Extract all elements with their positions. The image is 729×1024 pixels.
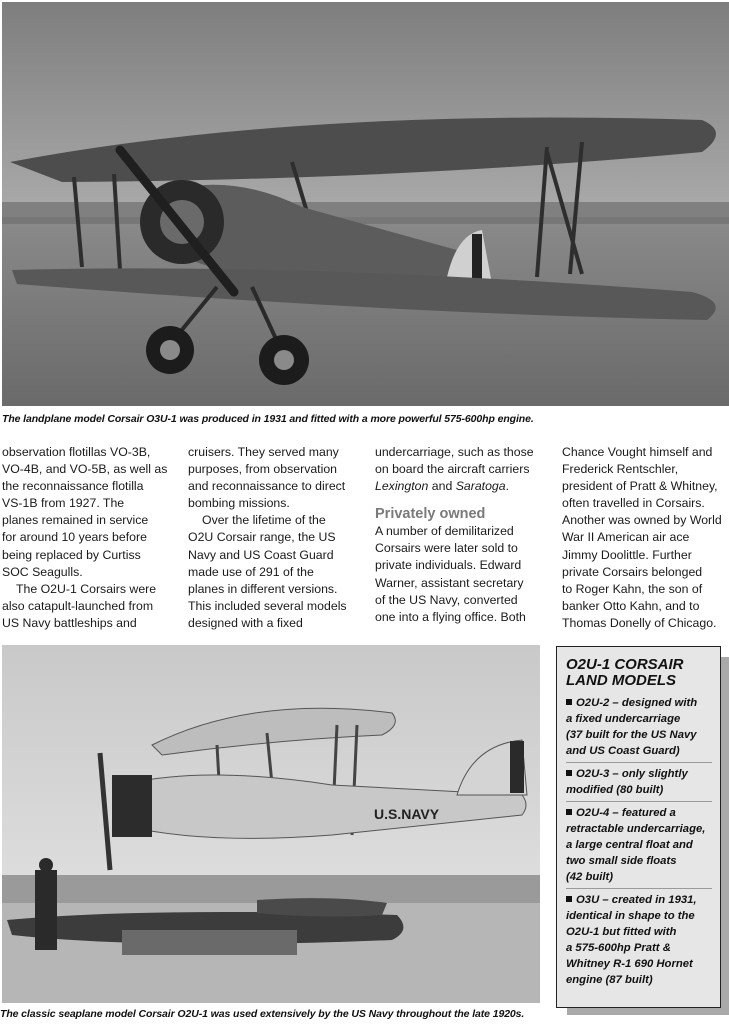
sidebar-item bbox=[566, 695, 712, 763]
column-1-line: being replaced by Curtiss bbox=[2, 547, 141, 562]
bullet-icon bbox=[566, 896, 572, 902]
column-1-line: the reconnaissance flotilla bbox=[2, 479, 144, 494]
column-2-line: purposes, from observation bbox=[188, 462, 338, 477]
column-2-line: designed with a fixed bbox=[188, 615, 303, 630]
bottom-photo bbox=[2, 645, 540, 1003]
bullet-icon bbox=[566, 699, 572, 705]
column-1-line: US Navy battleships and bbox=[2, 615, 137, 630]
sidebar-list bbox=[566, 695, 712, 991]
sidebar-item-line: (37 built for the US Navy bbox=[566, 729, 697, 741]
sidebar-item-line: a 575-600hp Pratt & bbox=[566, 942, 671, 954]
sidebar-item-line: engine (87 built) bbox=[566, 974, 653, 986]
article-column-2 bbox=[188, 444, 360, 632]
carrier-name: Lexington bbox=[375, 479, 429, 494]
column-1-line: for around 10 years before bbox=[2, 530, 147, 545]
column-3-line: Warner, assistant secretary bbox=[375, 575, 524, 590]
sidebar-item-line: modified (80 built) bbox=[566, 784, 664, 796]
sidebar-item-line: (42 built) bbox=[566, 871, 614, 883]
article-column-4 bbox=[562, 444, 729, 632]
column-4-line: to Roger Kahn, the son of bbox=[562, 581, 703, 596]
column-4-line: private Corsairs belonged bbox=[562, 564, 703, 579]
sidebar-item bbox=[566, 766, 712, 802]
column-3-line: A number of demilitarized bbox=[375, 524, 514, 539]
fuselage-marking: U.S.NAVY bbox=[374, 806, 440, 822]
sidebar-box bbox=[556, 646, 721, 1008]
column-2-line: and reconnaissance to direct bbox=[188, 479, 346, 494]
column-2-line: This included several models bbox=[188, 598, 347, 613]
sidebar-item-line: O3U – created in 1931, bbox=[576, 894, 697, 906]
column-2-line: Over the lifetime of the bbox=[202, 513, 326, 528]
section-heading: Privately owned bbox=[375, 506, 486, 523]
column-2-line: planes in different versions. bbox=[188, 581, 338, 596]
sidebar-item-line: identical in shape to the bbox=[566, 910, 695, 922]
column-4-line: Chance Vought himself and bbox=[562, 445, 713, 459]
column-2-line: O2U Corsair range, the US bbox=[188, 530, 336, 545]
column-3-line: private individuals. Edward bbox=[375, 558, 522, 573]
column-2-line: Navy and US Coast Guard bbox=[188, 547, 334, 562]
column-3-line: on board the aircraft carriers bbox=[375, 462, 530, 477]
seaplane-photo bbox=[2, 645, 540, 1003]
column-1-line: VO-4B, and VO-5B, as well as bbox=[2, 462, 168, 477]
conjunction: and bbox=[428, 479, 456, 494]
column-2-line: bombing missions. bbox=[188, 496, 290, 511]
column-4-line: Jimmy Doolittle. Further bbox=[562, 547, 692, 562]
column-2-line: cruisers. They served many bbox=[188, 445, 339, 459]
sidebar-title-line: LAND MODELS bbox=[566, 672, 676, 689]
top-photo-caption: The landplane model Corsair O3U-1 was produced in 1931 and fitted with a more powerful 575-600hp engine. bbox=[2, 413, 534, 425]
article-column-1 bbox=[2, 444, 174, 632]
column-1-line: also catapult-launched from bbox=[2, 598, 154, 613]
sidebar-item bbox=[566, 805, 712, 889]
sidebar-item-line: O2U-1 but fitted with bbox=[566, 926, 677, 938]
sidebar-item-line: O2U-4 – featured a bbox=[576, 807, 676, 819]
column-3-line: one into a flying office. Both bbox=[375, 609, 526, 624]
sidebar-item-line: O2U-3 – only slightly bbox=[576, 768, 688, 780]
sidebar-title bbox=[566, 657, 712, 689]
sidebar-item-line: O2U-2 – designed with bbox=[576, 697, 698, 709]
column-3-line: of the US Navy, converted bbox=[375, 592, 518, 607]
column-2-line: made use of 291 of the bbox=[188, 564, 314, 579]
sidebar-item-line: a fixed undercarriage bbox=[566, 713, 681, 725]
bullet-icon bbox=[566, 770, 572, 776]
column-3-line: Corsairs were later sold to bbox=[375, 541, 518, 556]
sidebar-item-line: two small side floats bbox=[566, 855, 677, 867]
column-4-line: Another was owned by World bbox=[562, 513, 722, 528]
bullet-icon bbox=[566, 809, 572, 815]
column-1-line: The O2U-1 Corsairs were bbox=[16, 581, 157, 596]
top-photo bbox=[2, 2, 729, 406]
sidebar-item-line: and US Coast Guard) bbox=[566, 745, 680, 757]
bottom-photo-caption: The classic seaplane model Corsair O2U-1 was used extensively by the US Navy throughout the late 1920s. bbox=[0, 1008, 525, 1020]
article-column-3 bbox=[375, 444, 547, 626]
column-3-line: undercarriage, such as those bbox=[375, 445, 534, 459]
column-4-line: often travelled in Corsairs. bbox=[562, 496, 705, 511]
column-3-line bbox=[375, 478, 547, 495]
column-1-line: planes remained in service bbox=[2, 513, 149, 528]
period: . bbox=[505, 479, 510, 494]
column-4-line: Frederick Rentschler, bbox=[562, 462, 679, 477]
sidebar-item-line: a large central float and bbox=[566, 839, 693, 851]
column-1-line: VS-1B from 1927. The bbox=[2, 496, 125, 511]
column-1-line: SOC Seagulls. bbox=[2, 564, 83, 579]
sidebar-item-line: retractable undercarriage, bbox=[566, 823, 706, 835]
column-4-line: banker Otto Kahn, and to bbox=[562, 598, 700, 613]
biplane-landplane-photo bbox=[2, 2, 729, 406]
column-4-line: War II American air ace bbox=[562, 530, 690, 545]
sidebar-item-line: Whitney R-1 690 Hornet bbox=[566, 958, 693, 970]
carrier-name: Saratoga bbox=[455, 479, 506, 494]
sidebar-title-line: O2U-1 CORSAIR bbox=[566, 656, 684, 673]
column-1-line: observation flotillas VO-3B, bbox=[2, 445, 151, 459]
column-4-line: Thomas Donelly of Chicago. bbox=[562, 615, 717, 630]
column-4-line: president of Pratt & Whitney, bbox=[562, 479, 718, 494]
sidebar-item bbox=[566, 892, 712, 991]
